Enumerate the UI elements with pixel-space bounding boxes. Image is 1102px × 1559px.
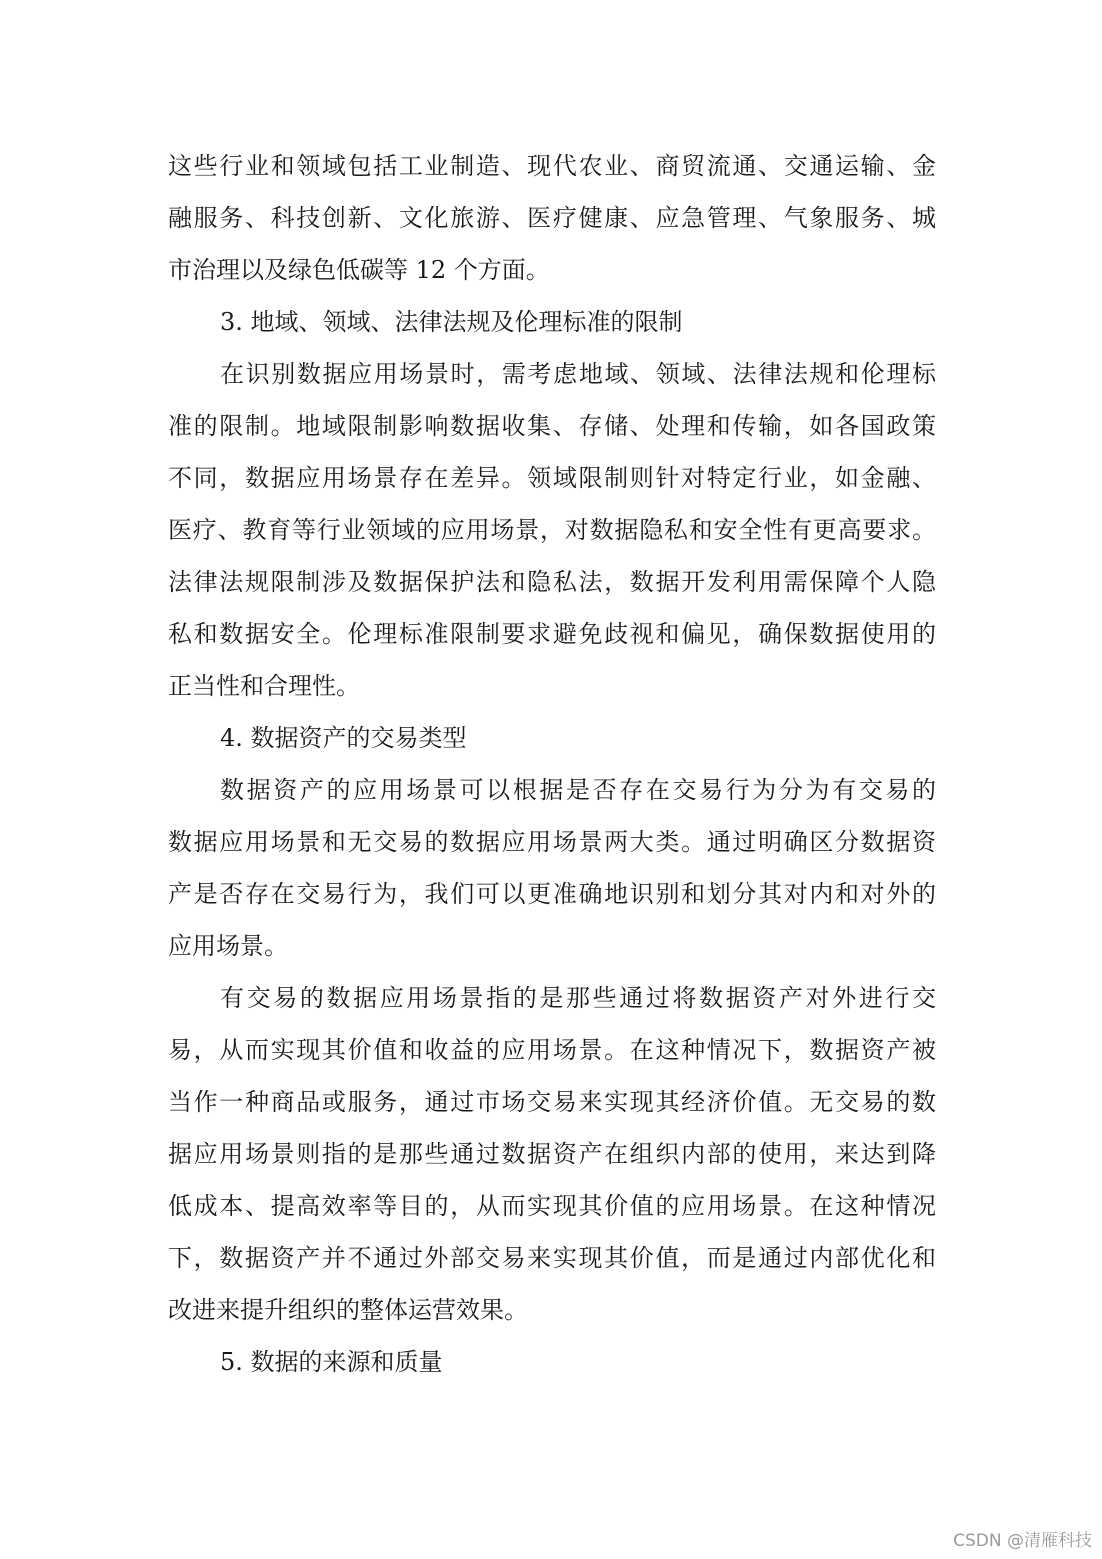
paragraph-line: 当作一种商品或服务，通过市场交易来实现其经济价值。无交易的数 [168, 1088, 936, 1116]
body-paragraph [168, 140, 936, 296]
paragraph-line: 应用场景。 [168, 932, 288, 960]
paragraph-line: 正当性和合理性。 [168, 672, 360, 700]
heading-text: 3. 地域、领域、法律法规及伦理标准的限制 [220, 308, 683, 336]
paragraph-line: 法律法规限制涉及数据保护法和隐私法，数据开发利用需保障个人隐 [168, 568, 936, 596]
body-paragraph [168, 764, 936, 972]
paragraph-line: 数据应用场景和无交易的数据应用场景两大类。通过明确区分数据资 [168, 828, 936, 856]
paragraph-line: 私和数据安全。伦理标准限制要求避免歧视和偏见，确保数据使用的 [168, 620, 936, 648]
paragraph-line: 这些行业和领域包括工业制造、现代农业、商贸流通、交通运输、金 [168, 152, 936, 180]
paragraph-line: 市治理以及绿色低碳等 12 个方面。 [168, 256, 550, 284]
paragraph-line: 易，从而实现其价值和收益的应用场景。在这种情况下，数据资产被 [168, 1036, 936, 1064]
paragraph-line: 产是否存在交易行为，我们可以更准确地识别和划分其对内和对外的 [168, 880, 936, 908]
section-heading [168, 296, 936, 348]
document-page [168, 140, 936, 1388]
paragraph-line: 改进来提升组织的整体运营效果。 [168, 1296, 528, 1324]
paragraph-line: 有交易的数据应用场景指的是那些通过将数据资产对外进行交 [220, 984, 936, 1012]
body-paragraph [168, 972, 936, 1336]
paragraph-line: 低成本、提高效率等目的，从而实现其价值的应用场景。在这种情况 [168, 1192, 936, 1220]
section-heading [168, 1336, 936, 1388]
paragraph-line: 不同，数据应用场景存在差异。领域限制则针对特定行业，如金融、 [168, 464, 936, 492]
paragraph-line: 下，数据资产并不通过外部交易来实现其价值，而是通过内部优化和 [168, 1244, 936, 1272]
paragraph-line: 融服务、科技创新、文化旅游、医疗健康、应急管理、气象服务、城 [168, 204, 936, 232]
csdn-watermark: CSDN @清雁科技 [953, 1531, 1092, 1551]
paragraph-line: 准的限制。地域限制影响数据收集、存储、处理和传输，如各国政策 [168, 412, 936, 440]
body-paragraph [168, 348, 936, 712]
paragraph-line: 医疗、教育等行业领域的应用场景，对数据隐私和安全性有更高要求。 [168, 516, 936, 544]
heading-text: 5. 数据的来源和质量 [220, 1348, 443, 1376]
section-heading [168, 712, 936, 764]
paragraph-line: 据应用场景则指的是那些通过数据资产在组织内部的使用，来达到降 [168, 1140, 936, 1168]
paragraph-line: 在识别数据应用场景时，需考虑地域、领域、法律法规和伦理标 [220, 360, 936, 388]
heading-text: 4. 数据资产的交易类型 [220, 724, 467, 752]
paragraph-line: 数据资产的应用场景可以根据是否存在交易行为分为有交易的 [220, 776, 936, 804]
